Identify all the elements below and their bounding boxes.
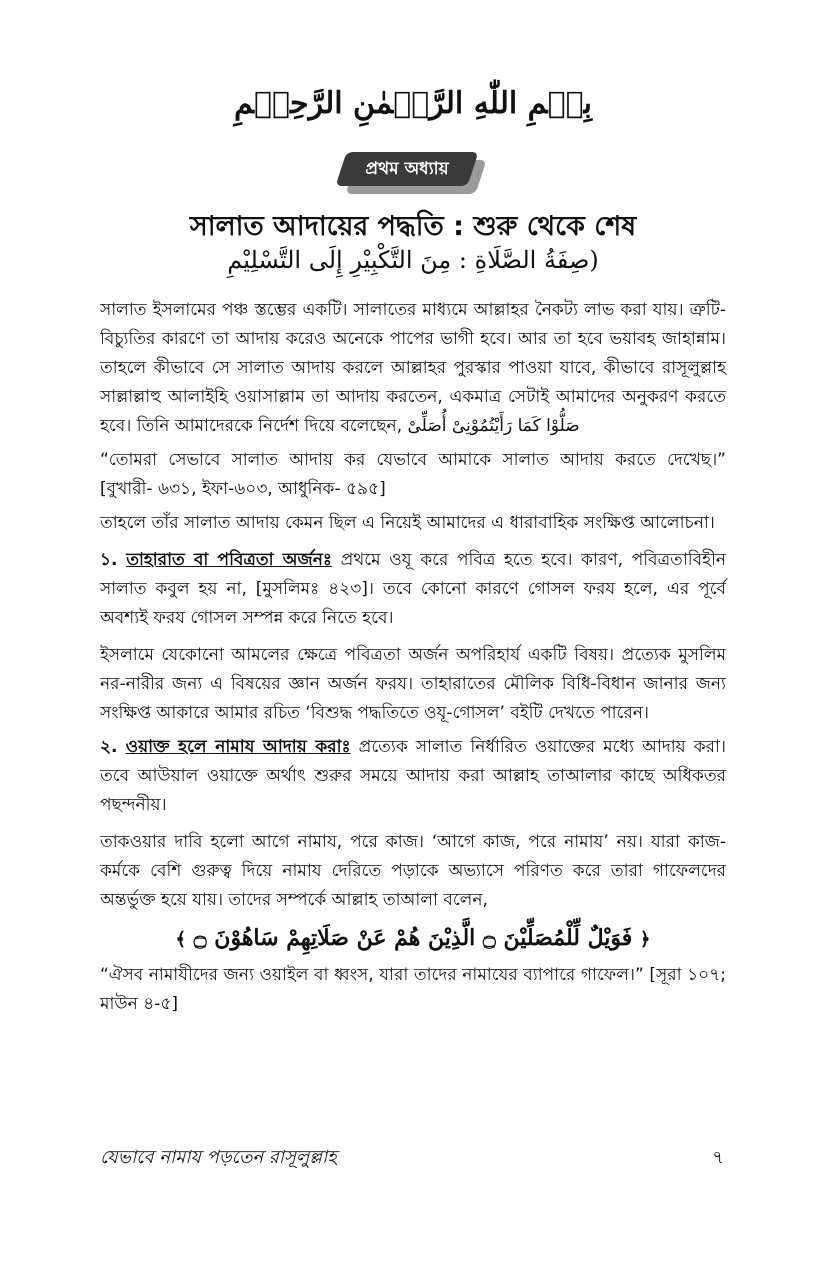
chapter-label: প্রথম অধ্যায় bbox=[365, 159, 449, 179]
verse-bracket-open: ﴿ bbox=[639, 929, 651, 950]
section-2-paragraph-2: তাকওয়ার দাবি হলো আগে নামায, পরে কাজ। ‘আগে কাজ, পরে নামায’ নয়। যারা কাজ-কর্মকে বেশি গুরুত্ব দিয়ে নামায দেরিতে পড়াকে অভ্যাসে পরিণত করে তারা গাফেলদের অন্তর্ভুক্ত হয়ে যায়। তাদের সম্পর্কে আল্লাহ তাআলা বলেন, bbox=[100, 832, 726, 910]
page-body bbox=[100, 296, 726, 1024]
chapter-subtitle-arabic: (صِفَةُ الصَّلَاةِ : مِنَ التَّكْبِيْرِ إِلَى التَّسْلِيْمِ bbox=[227, 246, 599, 274]
running-footer-title: যেভাবে নামায পড়তেন রাসূলুল্লাহ bbox=[100, 1147, 337, 1168]
hadith-translation: “তোমরা সেভাবে সালাত আদায় কর যেভাবে আমাকে সালাত আদায় করতে দেখেছ।” [বুখারী- ৬৩১, ইফা-৬০৩, আধুনিক- ৫৯৫] bbox=[100, 450, 726, 499]
section-1-paragraph bbox=[100, 546, 726, 633]
chapter-badge bbox=[341, 152, 483, 194]
section-1-text: প্রথমে ওযূ করে পবিত্র হতে হবে। কারণ, পবিত্রতাবিহীন সালাত কবুল হয় না, [মুসলিমঃ ৪২৩]। তবে কোনো কারণে গোসল ফরয হলে, এর পূর্বে অবশ্যই ফরয গোসল সম্পন্ন করে নিতে হবে। bbox=[100, 550, 727, 628]
page-number: ৭ bbox=[712, 1147, 724, 1168]
section-2-paragraph bbox=[100, 733, 726, 820]
bismillah-heading: بِسۡمِ اللّٰهِ الرَّحۡمٰنِ الرَّحِيۡمِ bbox=[234, 86, 592, 121]
intro-summary: তাহলে তাঁর সালাত আদায় কেমন ছিল এ নিয়েই আমাদের এ ধারাবাহিক সংক্ষিপ্ত আলোচনা। bbox=[100, 513, 715, 533]
quran-verse bbox=[100, 921, 726, 957]
intro-paragraph bbox=[100, 296, 726, 441]
section-1-number: ১. bbox=[100, 550, 118, 570]
verse-translation: “ঐসব নামাযীদের জন্য ওয়াইল বা ধ্বংস, যারা তাদের নামাযের ব্যাপারে গাফেল।” [সূরা ১০৭; মাউন ৪-৫] bbox=[100, 965, 726, 1014]
section-2-heading: ওয়াক্ত হলে নামায আদায় করা bbox=[125, 737, 351, 757]
section-2-text: প্রত্যেক সালাত নির্ধারিত ওয়াক্তের মধ্যে আদায় করা। তবে আউয়াল ওয়াক্তে অর্থাৎ শুরুর সময়ে আদায় করা আল্লাহ তাআলার কাছে অধিকতর পছন্দনীয়। bbox=[100, 737, 726, 815]
intro-paragraph-text: সালাত ইসলামের পঞ্চ স্তম্ভের একটি। সালাতের মাধ্যমে আল্লাহর নৈকট্য লাভ করা যায়। ত্রুটি-বিচ্যুতির কারণে তা আদায় করেও অনেকে পাপের ভাগী হবে। আর তা হবে ভয়াবহ জাহান্নাম। তাহলে কীভাবে সে সালাত আদায় করলে আল্লাহর পুরস্কার পাওয়া যাবে, কীভাবে রাসূলুল্লাহ সাল্লাল্লাহু আলাইহি ওয়াসাল্লাম তা আদায় করতেন, একমাত্র সেটাই আমাদের অনুকরণ করতে হবে। তিনি আমাদেরকে নির্দেশ দিয়ে বলেছেন, bbox=[100, 300, 726, 436]
hadith-arabic: صَلُّوْا كَمَا رَأَيْتُمُوْنِىْ أُصَلِّىْ bbox=[407, 416, 580, 436]
section-1-heading: তাহারাত বা পবিত্রতা অর্জন bbox=[126, 550, 332, 570]
verse-bracket-close: ﴾ bbox=[175, 929, 187, 950]
quran-verse-text: فَوَيْلٌ لِّلْمُصَلِّيْنَ ۝ الَّذِيْنَ هُمْ عَنْ صَلَاتِهِمْ سَاهُوْنَ ۝ bbox=[193, 925, 633, 951]
section-1-paragraph-2: ইসলামে যেকোনো আমলের ক্ষেত্রে পবিত্রতা অর্জন অপরিহার্য একটি বিষয়। প্রত্যেক মুসলিম নর-নারীর জন্য এ বিষয়ের জ্ঞান অর্জন ফরয। তাহারাতের মৌলিক বিধি-বিধান জানার জন্য সংক্ষিপ্ত আকারে আমার রচিত ‘বিশুদ্ধ পদ্ধতিতে ওযূ-গোসল’ বইটি দেখতে পারেন। bbox=[100, 645, 726, 723]
chapter-title: সালাত আদায়ের পদ্ধতি : শুরু থেকে শেষ bbox=[189, 211, 637, 242]
section-2-number: ২. bbox=[100, 737, 118, 757]
